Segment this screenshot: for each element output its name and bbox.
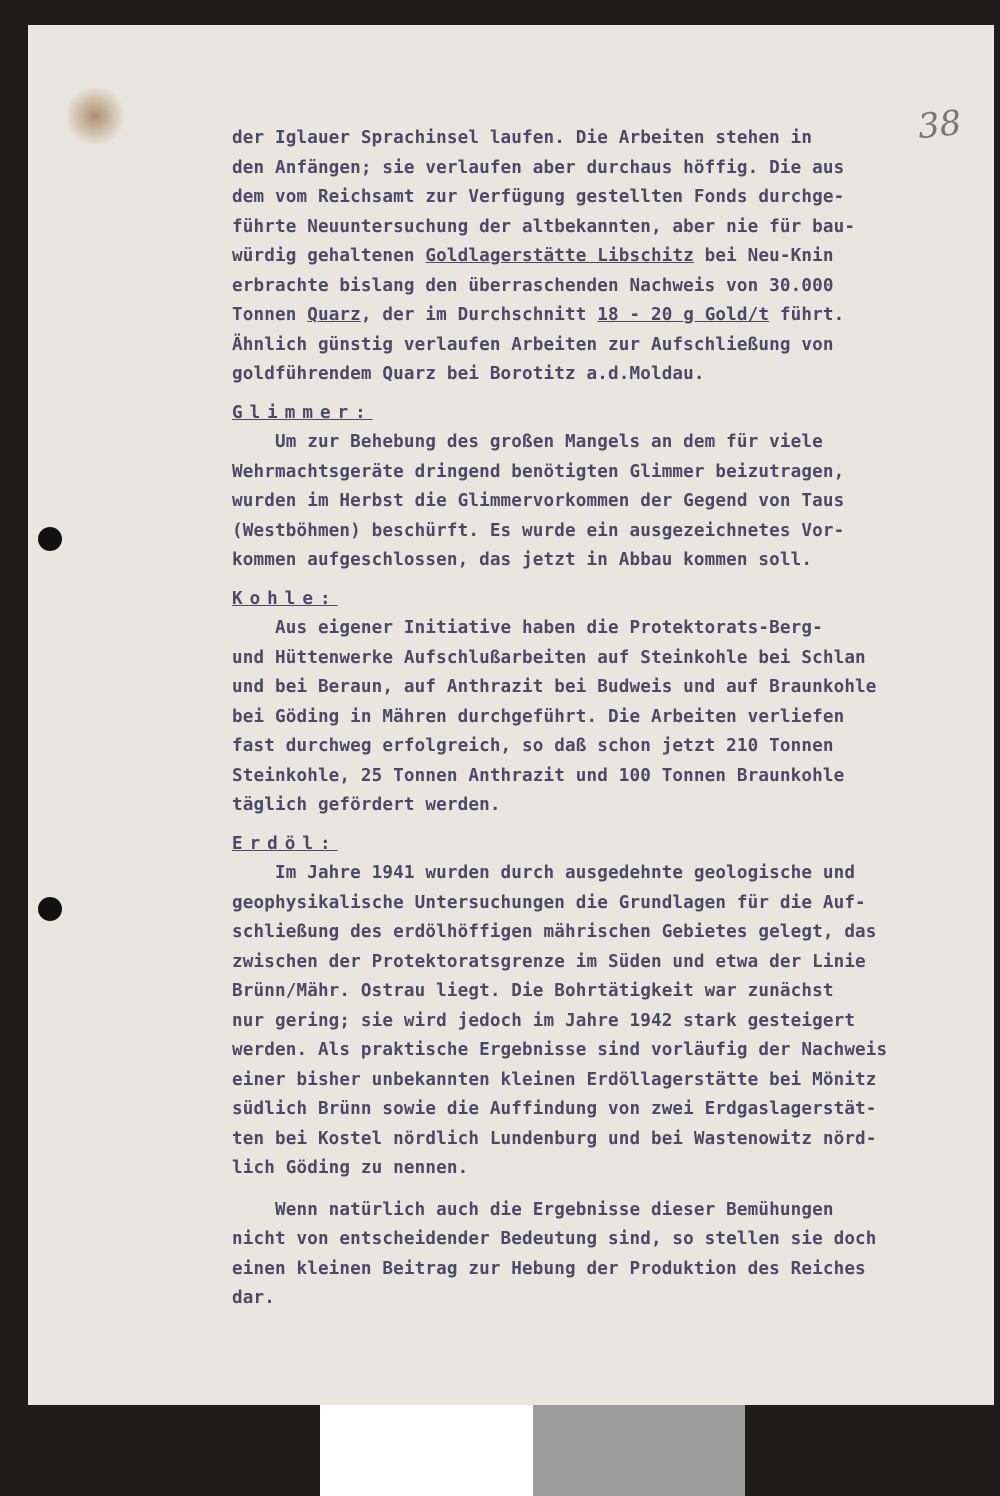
text-line: Aus eigener Initiative haben die Protektorats-Berg- bbox=[232, 618, 823, 638]
punch-hole-lower bbox=[38, 897, 62, 921]
text-line: erbrachte bislang den überraschenden Nachweis von 30.000 bbox=[232, 275, 834, 296]
text-line: Tonnen Quarz, der im Durchschnitt 18 - 20 g Gold/t führt. bbox=[232, 305, 845, 325]
text-line: schließung des erdölhöffigen mährischen Gebietes gelegt, das bbox=[232, 922, 877, 942]
underlined-term: Quarz bbox=[307, 305, 361, 325]
burn-stain bbox=[68, 87, 128, 145]
text-line: kommen aufgeschlossen, das jetzt in Abbau kommen soll. bbox=[232, 550, 813, 570]
underlined-term: Goldlagerstätte Libschitz bbox=[425, 246, 694, 266]
text-line: Um zur Behebung des großen Mangels an dem für viele bbox=[232, 432, 823, 452]
text-line: Wenn natürlich auch die Ergebnisse dieser Bemühungen bbox=[232, 1199, 834, 1220]
text-line: und Hüttenwerke Aufschlußarbeiten auf Steinkohle bei Schlan bbox=[232, 647, 866, 668]
text-line: Ähnlich günstig verlaufen Arbeiten zur Aufschließung von bbox=[232, 334, 834, 355]
calibration-strip-gray bbox=[533, 1405, 745, 1496]
text-line: nicht von entscheidender Bedeutung sind, so stellen sie doch bbox=[232, 1229, 877, 1249]
text-line: Brünn/Mähr. Ostrau liegt. Die Bohrtätigkeit war zunächst bbox=[232, 981, 834, 1001]
text-line: bei Göding in Mähren durchgeführt. Die Arbeiten verliefen bbox=[232, 706, 845, 727]
text-line: Im Jahre 1941 wurden durch ausgedehnte geologische und bbox=[232, 863, 856, 883]
text-line: (Westböhmen) beschürft. Es wurde ein ausgezeichnetes Vor- bbox=[232, 520, 845, 541]
text-line: geophysikalische Untersuchungen die Grundlagen für die Auf- bbox=[232, 892, 866, 913]
text-line: nur gering; sie wird jedoch im Jahre 1942 stark gesteigert bbox=[232, 1010, 856, 1031]
text-line: und bei Beraun, auf Anthrazit bei Budweis und auf Braunkohle bbox=[232, 677, 877, 697]
text-line: goldführendem Quarz bei Borotitz a.d.Moldau. bbox=[232, 364, 705, 384]
calibration-strip-white bbox=[320, 1405, 533, 1496]
handwritten-page-number: 38 bbox=[916, 102, 964, 148]
typewritten-body bbox=[232, 124, 972, 1314]
text-line: südlich Brünn sowie die Auffindung von zwei Erdgaslagerstät- bbox=[232, 1099, 877, 1119]
text-line: werden. Als praktische Ergebnisse sind vorläufig der Nachweis bbox=[232, 1040, 888, 1060]
text-line: einen kleinen Beitrag zur Hebung der Produktion des Reiches bbox=[232, 1258, 866, 1279]
text-line: dem vom Reichsamt zur Verfügung gestellten Fonds durchge- bbox=[232, 187, 845, 207]
section-heading-erdoel: Erdöl: bbox=[232, 833, 338, 854]
text-line: Steinkohle, 25 Tonnen Anthrazit und 100 Tonnen Braunkohle bbox=[232, 765, 845, 786]
text-line: würdig gehaltenen Goldlagerstätte Libschitz bei Neu-Knin bbox=[232, 246, 834, 266]
text-line: wurden im Herbst die Glimmervorkommen der Gegend von Taus bbox=[232, 491, 845, 511]
text-line: der Iglauer Sprachinsel laufen. Die Arbeiten stehen in bbox=[232, 128, 813, 148]
punch-hole-upper bbox=[38, 527, 62, 551]
text-line: lich Göding zu nennen. bbox=[232, 1158, 469, 1178]
section-heading-kohle: Kohle: bbox=[232, 588, 338, 609]
underlined-term: 18 - 20 g Gold/t bbox=[597, 305, 770, 325]
text-line: zwischen der Protektoratsgrenze im Süden und etwa der Linie bbox=[232, 951, 866, 972]
text-line: ten bei Kostel nördlich Lundenburg und bei Wastenowitz nörd- bbox=[232, 1128, 877, 1149]
text-line: dar. bbox=[232, 1288, 275, 1308]
text-line: führte Neuuntersuchung der altbekannten, aber nie für bau- bbox=[232, 216, 856, 237]
text-line: fast durchweg erfolgreich, so daß schon jetzt 210 Tonnen bbox=[232, 736, 834, 756]
text-line: Wehrmachtsgeräte dringend benötigten Glimmer beizutragen, bbox=[232, 461, 845, 482]
section-heading-glimmer: Glimmer: bbox=[232, 402, 373, 423]
text-line: den Anfängen; sie verlaufen aber durchaus höffig. Die aus bbox=[232, 157, 845, 178]
text-line: täglich gefördert werden. bbox=[232, 795, 501, 815]
text-line: einer bisher unbekannten kleinen Erdöllagerstätte bei Mönitz bbox=[232, 1069, 877, 1090]
